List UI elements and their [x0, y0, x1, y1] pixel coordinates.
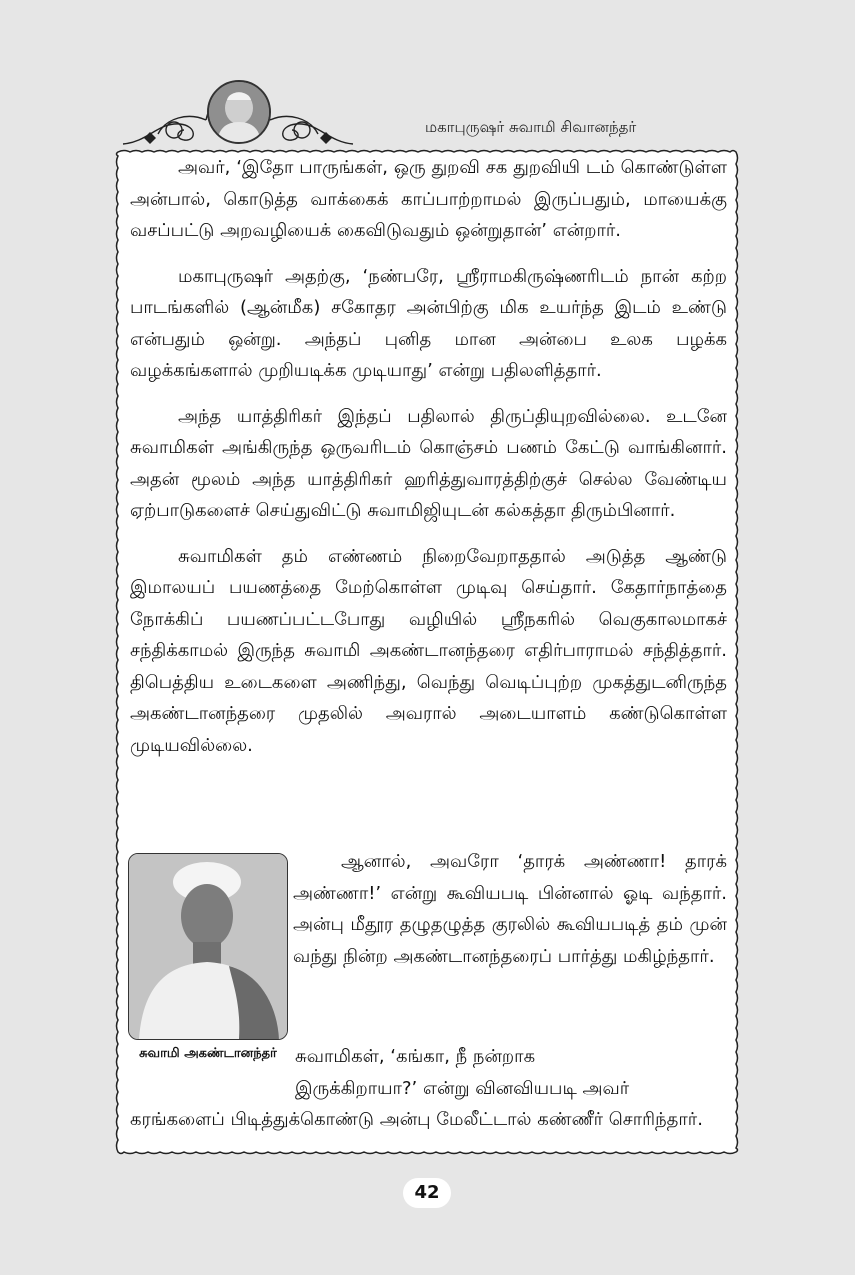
body-text	[130, 152, 727, 775]
wrapped-text	[293, 846, 727, 972]
paragraph-6-line-1: சுவாமிகள், ‘கங்கா, நீ நன்றாக	[295, 1046, 536, 1067]
paragraph-4: சுவாமிகள் தம் எண்ணம் நிறைவேறாததால் அடுத்த ஆண்டு இமாலயப் பயணத்தை மேற்கொள்ள முடிவு செய்தார். கேதார்நாத்தை நோக்கிப் பயணப்பட்டபோது வழியில் ஸ்ரீநகரில் வெகுகாலமாகச் சந்திக்காமல் இருந்த சுவாமி அகண்டானந்தரை எதிர்பாராமல் சந்தித்தார். திபெத்திய உடைகளை அணிந்து, வெந்து வெடிப்புற்ற முகத்துடனிருந்த அகண்டானந்தரை முதலில் அவரால் அடையாளம் கண்டுகொள்ள முடியவில்லை.	[130, 545, 727, 756]
paragraph-6-rest: கரங்களைப் பிடித்துக்கொண்டு அன்பு மேலீட்டால் கண்ணீர் சொரிந்தார்.	[130, 1109, 703, 1130]
photo-akhandananda	[128, 853, 288, 1040]
running-head: மகாபுருஷர் சுவாமி சிவானந்தர்	[425, 118, 637, 136]
closing-text	[130, 1041, 727, 1136]
paragraph-2: மகாபுருஷர் அதற்கு, ‘நண்பரே, ஸ்ரீராமகிருஷ்ணரிடம் நான் கற்ற பாடங்களில் (ஆன்மீக) சகோதர அன்பிற்கு மிக உயர்ந்த இடம் உண்டு என்பதும் ஒன்று. அந்தப் புனித மான அன்பை உலக பழக்க வழக்கங்களால் முறியடிக்க முடியாது’ என்று பதிலளித்தார்.	[130, 265, 727, 381]
paragraph-5: ஆனால், அவரோ ‘தாரக் அண்ணா! தாரக் அண்ணா!’ என்று கூவியபடி பின்னால் ஓடி வந்தார். அன்பு மீதூர தழுதழுத்த குரலில் கூவியபடித் தம் முன் வந்து நின்ற அகண்டானந்தரைப் பார்த்து மகிழ்ந்தார்.	[293, 851, 727, 967]
author-portrait	[207, 80, 271, 144]
paragraph-3: அந்த யாத்திரிகர் இந்தப் பதிலால் திருப்தியுறவில்லை. உடனே சுவாமிகள் அங்கிருந்த ஒருவரிடம் கொஞ்சம் பணம் கேட்டு வாங்கினார். அதன் மூலம் அந்த யாத்திரிகர் ஹரித்துவாரத்திற்குச் செல்ல வேண்டிய ஏற்பாடுகளைச் செய்துவிட்டு சுவாமிஜியுடன் கல்கத்தா திரும்பினார்.	[130, 405, 727, 521]
person-photo-icon	[129, 854, 287, 1039]
figure-akhandananda	[128, 853, 288, 1062]
paragraph-1: அவர், ‘இதோ பாருங்கள், ஒரு துறவி சக துறவியி டம் கொண்டுள்ள அன்பால், கொடுத்த வாக்கைக் காப்பாற்றாமல் இருப்பதும், மாயைக்கு வசப்பட்டு அறவழியைக் கைவிடுவதும் ஒன்றுதான்’ என்றார்.	[130, 157, 727, 241]
page-number: 42	[403, 1178, 451, 1208]
paragraph-6-line-2: இருக்கிறாயா?’ என்று வினவியபடி அவர்	[295, 1077, 630, 1099]
figure-caption: சுவாமி அகண்டானந்தர்	[139, 1046, 277, 1061]
portrait-image-icon	[209, 82, 269, 142]
